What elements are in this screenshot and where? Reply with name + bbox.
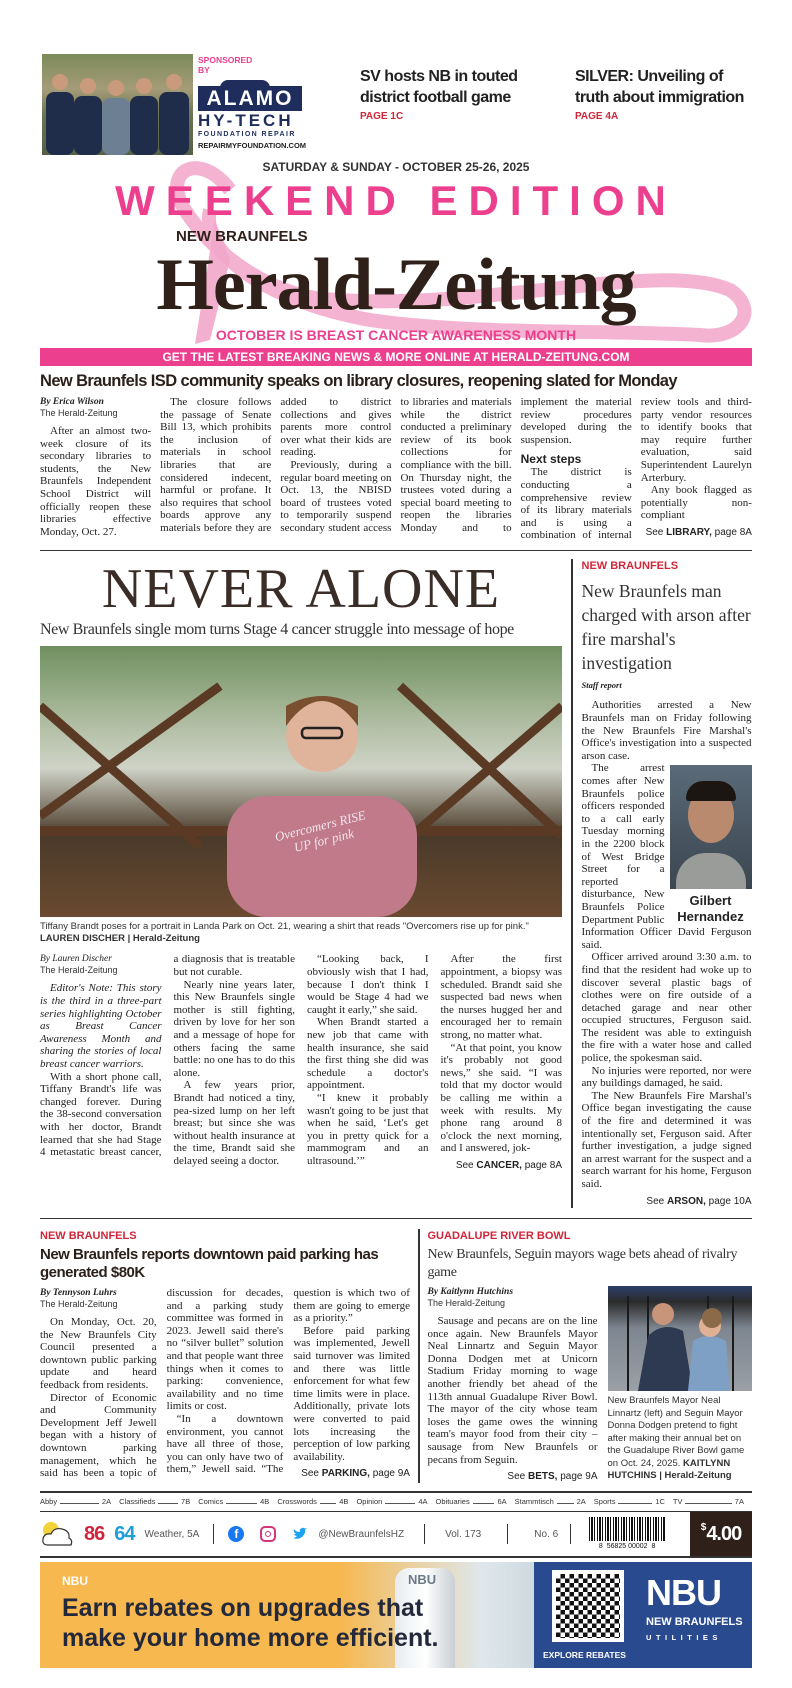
section-divider	[40, 1218, 752, 1220]
photo-credit: LAUREN DISCHER | Herald-Zeitung	[40, 933, 200, 945]
qr-label[interactable]: EXPLORE REBATES	[543, 1650, 626, 1661]
portrait-illustration	[40, 646, 562, 917]
barcode-number: 8 56825 00002 8	[598, 1543, 656, 1551]
index-entry[interactable]	[594, 1495, 673, 1509]
article-body	[428, 1315, 598, 1466]
breaking-news-banner[interactable]	[40, 348, 752, 366]
weather-link[interactable]: Weather, 5A	[144, 1528, 200, 1540]
byline-org: The Herald-Zeitung	[40, 965, 118, 976]
sponsor-logo[interactable]	[198, 80, 318, 154]
paragraph: The closure follows the passage of Senate Bill 13, which prohibits the inclusion of materials in school libraries that are considered indecent, harmful or profane. It also requires that school boards approve any materials before they are added to district collections and gives parents more control over what their kids are reading.	[160, 396, 392, 534]
photo-credit: KAITLYNN HUTCHINS | Herald-Zeitung	[607, 1457, 732, 1482]
teaser-football[interactable]	[360, 66, 550, 123]
index-section: Opinion	[356, 1496, 383, 1506]
mugshot-photo	[670, 765, 752, 889]
teaser-headline[interactable]: SILVER: Unveiling of truth about immigration	[575, 68, 744, 106]
volume-number: Vol. 173	[445, 1528, 482, 1540]
index-section: TV	[672, 1496, 683, 1506]
cancer-jump-link[interactable]: See CANCER, page 8A	[455, 1159, 562, 1171]
social-handle[interactable]: @NewBraunfelsHZ	[318, 1528, 405, 1540]
separator	[213, 1524, 214, 1544]
index-entry[interactable]	[277, 1495, 356, 1509]
index-entry[interactable]	[436, 1495, 515, 1509]
paragraph: Any book flagged as potentially non-compliant	[640, 484, 752, 522]
bets-headline[interactable]: New Braunfels, Seguin mayors wage bets ahead of rivalry game	[427, 1247, 738, 1281]
cancer-photo	[40, 646, 562, 917]
paragraph: Nearly nine years later, this New Braunfels single mother is still fighting, driven by love for her son and a message of hope for others facing the same battle: no one has to do this alone.	[173, 978, 295, 1079]
mugshot-caption: Gilbert Hernandez	[677, 893, 744, 925]
paragraph: Officer arrived around 3:30 a.m. to find that the resident had woke up to discover several plastic bags of clothes were on fire outside of a detached garage and near other occupied structures, Ferguson said. The resident was able to extinguish the fire with a water hose and called police, the spokesman said.	[581, 951, 752, 1065]
low-temp: 64	[114, 1522, 135, 1545]
paragraph: “I knew it probably wasn't going to be just that when he said, ‘Let's get you in pretty quick for a mammogram and an ultrasound.’”	[307, 1091, 429, 1167]
parking-jump-link[interactable]: See PARKING, page 9A	[301, 1468, 410, 1480]
shirt-text: Overcomers RISE UP for pink	[273, 807, 368, 856]
sponsor-brand-mid: HY-TECH	[198, 111, 294, 130]
byline-org: The Herald-Zeitung	[427, 1298, 506, 1309]
facebook-icon[interactable]: f	[228, 1526, 244, 1542]
nbu-logo-line1: NEW BRAUNFELS	[646, 1616, 743, 1629]
sponsored-by-label: SPONSORED BY	[198, 55, 253, 75]
paragraph: Director of Economic and Community Development Jeff Jewell began with a history of downtown parking management, which he said has been a topic of discussion for decades, and a parking study committee was formed in 2023. Jewell said there's no “silver bullet” solution and that people want three things when it comes to parking: convenience, availability and no time limits or cost.	[40, 1287, 284, 1480]
paragraph: The New Braunfels Fire Marshal's Office began investigating the cause of the fire and determined it was intentionally set, Ferguson said. After further investigation, a judge signed an arrest warrant for the suspect and a search warrant for his home, Ferguson said.	[581, 1089, 752, 1190]
arson-headline[interactable]: New Braunfels man charged with arson after fire marshal's investigation	[581, 581, 751, 674]
index-leader	[557, 1503, 574, 1504]
cancer-subhead: New Braunfels single mom turns Stage 4 cancer struggle into message of hope	[40, 621, 514, 639]
byline: Staff report	[581, 680, 622, 691]
paragraph: When Brandt started a new job that came with health insurance, she said the first thing she did was schedule a doctor's appointment.	[307, 1016, 429, 1092]
arson-kicker: NEW BRAUNFELS	[581, 560, 679, 573]
byline: By Lauren Discher	[40, 954, 112, 965]
bets-jump-link[interactable]: See BETS, page 9A	[507, 1471, 598, 1483]
parking-kicker: NEW BRAUNFELS	[40, 1230, 137, 1243]
index-entry[interactable]	[673, 1495, 752, 1509]
section-divider	[40, 550, 752, 552]
index-page: 2A	[576, 1496, 586, 1506]
sponsor-team-photo	[42, 54, 193, 155]
byline-org: The Herald-Zeitung	[40, 1299, 118, 1310]
index-entry[interactable]	[356, 1495, 435, 1509]
qr-code-icon[interactable]	[552, 1570, 624, 1642]
library-article	[40, 396, 752, 542]
teaser-headline[interactable]: SV hosts NB in touted district football game	[360, 68, 518, 106]
cancer-article	[40, 953, 562, 1172]
parking-article	[40, 1287, 410, 1480]
index-leader	[473, 1503, 495, 1504]
paragraph: Previously, during a regular board meeting on Oct. 13, the NBISD board of trustees voted to temporarily suspend secondary student access to libraries and materials while the district conducted a preliminary review of its book collections for compliance with the bill. On Thursday night, the trustees voted during a special board meeting to reopen the libraries Monday and to implement the material review procedures developed during the suspension.	[280, 396, 632, 534]
index-page: 4B	[260, 1496, 270, 1506]
paragraph: A few years prior, Brandt had noticed a tiny, pea-sized lump on her left breast; but since she was without health insurance at the time, Brandt said she delayed seeing a doctor.	[173, 1079, 295, 1167]
bets-photo	[608, 1286, 752, 1391]
header	[0, 0, 792, 348]
index-leader	[385, 1503, 415, 1504]
separator	[570, 1524, 571, 1544]
bottom-section	[40, 1229, 752, 1483]
index-section: Crosswords	[277, 1496, 317, 1506]
instagram-icon[interactable]	[260, 1526, 276, 1542]
masthead-city: NEW BRAUNFELS	[176, 228, 308, 245]
index-section: Obituaries	[435, 1496, 470, 1506]
bets-photo-caption: New Braunfels Mayor Neal Linnartz (left) and Seguin Mayor Donna Dodgen pretend to fight after making their annual bet on the Guadalupe River Bowl game on Oct. 24, 2025. KAITLYNN HUTCHINS | Herald-Zeitung	[607, 1395, 745, 1482]
paragraph: With a short phone call, Tiffany Brandt's life was changed forever. During the 38-second conversation with her doctor, Brandt learned that she had Stage 4 metastatic breast cancer, a diagnosis that is treatable but not curable.	[40, 953, 295, 1159]
sponsor-brand-top: ALAMO	[198, 86, 302, 111]
index-section: Stammtisch	[514, 1496, 554, 1506]
parking-story	[40, 1229, 410, 1483]
paragraph: Before paid parking was implemented, Jewell said turnover was limited and there was little enforcement for what few time limits were in place. Additionally, private lots were converted to paid lots increasing the perception of low parking availability.	[293, 1324, 410, 1463]
ad-headline-line2: make your home more efficient.	[62, 1624, 439, 1653]
info-bar	[40, 1512, 752, 1556]
index-entry[interactable]	[119, 1495, 198, 1509]
price-currency: $	[700, 1522, 707, 1534]
column-divider	[571, 559, 573, 1207]
tower-logo-text: NBU	[408, 1572, 437, 1588]
parking-headline[interactable]: New Braunfels reports downtown paid parking has generated $80K	[40, 1246, 379, 1282]
index-leader	[320, 1503, 336, 1504]
article-body	[40, 1287, 410, 1480]
arson-story	[582, 559, 752, 1207]
bets-story	[428, 1229, 752, 1483]
people-illustration	[42, 54, 193, 155]
index-divider	[40, 1556, 752, 1558]
byline: By Tennyson Luhrs	[40, 1288, 117, 1299]
nbu-logo-line2: UTILITIES	[646, 1633, 722, 1643]
teaser-immigration[interactable]	[575, 66, 755, 123]
index-leader	[158, 1503, 178, 1504]
sponsor-url[interactable]: REPAIRMYFOUNDATION.COM	[198, 141, 307, 150]
nbu-advertisement[interactable]	[40, 1562, 752, 1668]
issue-number: No. 6	[534, 1528, 559, 1540]
paragraph: “In a downtown environment, you cannot have all three of those, you can only have two of them,” Jewell said. “The question is which two of them are going to emerge as a priority.”	[166, 1287, 410, 1476]
index-section: Classifieds	[119, 1496, 156, 1506]
paragraph: No injuries were reported, nor were any buildings damaged, he said.	[581, 1064, 752, 1090]
paragraph: After the first appointment, a biopsy was scheduled. Brandt said she suspected bad news when the nurses hugged her and encouraged her to remain strong, no matter what.	[440, 953, 562, 1041]
index-page: 4A	[418, 1496, 428, 1506]
library-headline[interactable]: New Braunfels ISD community speaks on library closures, reopening slated for Monday	[40, 372, 677, 390]
bets-kicker: GUADALUPE RIVER BOWL	[427, 1230, 571, 1243]
ad-headline-line1: Earn rebates on upgrades that	[62, 1594, 424, 1623]
bets-article	[428, 1286, 598, 1483]
editor-note: Editor's Note: This story is the third in a three-part series highlighting October as Breast Cancer Awareness Month and sharing the stories of local breast cancer warriors.	[40, 982, 162, 1070]
index-section: Comics	[198, 1496, 224, 1506]
separator	[507, 1524, 508, 1544]
paragraph: On Monday, Oct. 20, the New Braunfels City Council presented a downtown public parking update and heard feedback from residents.	[40, 1316, 157, 1392]
price-box	[690, 1512, 752, 1556]
index-page: 2A	[101, 1496, 112, 1506]
arson-jump-link[interactable]: See ARSON, page 10A	[646, 1195, 752, 1207]
paragraph: The district is conducting a comprehensive review of its library materials and is using a combination of internal review tools and third-party vendor resources to identify books that may require further evaluation, said Superintendent Laurelyn Arterbury.	[520, 396, 752, 542]
index-page: 1C	[655, 1496, 665, 1506]
index-page: 4B	[339, 1496, 349, 1506]
sponsor-brand-sub: FOUNDATION REPAIR	[198, 131, 296, 138]
cancer-story	[40, 559, 562, 1207]
nbu-logo: NBU	[646, 1572, 721, 1614]
partly-cloudy-icon	[40, 1519, 74, 1549]
subhead-next-steps: Next steps	[520, 452, 582, 467]
byline: By Kaitlynn Hutchins	[427, 1287, 514, 1298]
mayors-illustration	[608, 1286, 752, 1391]
masthead-title: Herald-Zeitung	[156, 244, 636, 326]
byline: By Erica Wilson	[40, 397, 104, 407]
paragraph: After an almost two-week closure of its secondary libraries to students, the New Braunfels Independent School District will officially reopen these libraries effective Monday, Oct. 27.	[40, 425, 152, 538]
teaser-page: PAGE 1C	[360, 111, 404, 122]
article-body	[582, 951, 752, 1190]
index-section: Abby	[40, 1496, 58, 1506]
ad-brand-small: NBU	[62, 1574, 88, 1589]
index-leader	[685, 1503, 731, 1504]
library-jump-link[interactable]: See LIBRARY, page 8A	[645, 526, 752, 538]
index-entry[interactable]	[515, 1495, 594, 1509]
cancer-headline[interactable]: NEVER ALONE	[101, 558, 501, 621]
paragraph: Sausage and pecans are on the line once again. New Braunfels Mayor Neal Linnartz and Seguin Mayor Donna Dodgen met at Unicorn Stadium Friday morning to wage another friendly bet ahead of the 113th annual Guadalupe River Bowl. The mayor of the city whose team loses the game owes the winning team's mayor food from their city – sausage from New Braunfels or pecans from Seguin.	[427, 1315, 598, 1466]
separator	[424, 1524, 425, 1544]
page-index	[40, 1493, 752, 1511]
awareness-month-label: OCTOBER IS BREAST CANCER AWARENESS MONTH	[215, 327, 577, 343]
index-leader	[618, 1503, 652, 1504]
index-entry[interactable]	[198, 1495, 277, 1509]
arson-article	[582, 699, 752, 1207]
cancer-photo-caption: Tiffany Brandt poses for a portrait in Landa Park on Oct. 21, wearing a shirt that reads "Overcomers rise up for pink." LAUREN DISCHER | Herald-Zeitung	[40, 921, 529, 945]
edition-date: SATURDAY & SUNDAY - OCTOBER 25-26, 2025	[262, 160, 530, 174]
index-page: 7B	[181, 1496, 191, 1506]
index-page: 6A	[497, 1496, 507, 1506]
index-leader	[226, 1503, 257, 1504]
mugshot-box	[670, 765, 752, 925]
index-page: 7A	[734, 1496, 744, 1506]
arson-wrap-paragraph: The arrest comes after New Braunfels police officers responded to a call early Tuesday morning in the 2200 block of West Bridge Street for a reported disturbance, New Braunfels Police Department Public Information Officer David Ferguson said.	[581, 762, 752, 951]
arson-lead: Authorities arrested a New Braunfels man on Friday following the New Braunfels Fire Marshal's Office's investigation into a suspected arson case.	[581, 699, 752, 762]
teaser-page: PAGE 4A	[575, 111, 619, 122]
weekend-edition-label: WEEKEND EDITION	[115, 177, 677, 224]
high-temp: 86	[84, 1522, 105, 1545]
column-divider	[418, 1229, 420, 1483]
barcode	[583, 1517, 671, 1551]
index-entry[interactable]	[40, 1495, 119, 1509]
paragraph: “Looking back, I obviously wish that I had, because I don't think I would be Stage 4 had we caught it early,” she said.	[307, 953, 429, 1016]
byline-org: The Herald-Zeitung	[40, 408, 118, 418]
paragraph: “At that point, you know it's probably not good news,” she said. “I was told that my doctor would be calling me within a week with results. My phone rang around 8 o'clock the next morning, and I answered, jok-	[440, 1041, 562, 1155]
breaking-news-text[interactable]: GET THE LATEST BREAKING NEWS & MORE ONLINE AT HERALD-ZEITUNG.COM	[162, 350, 630, 364]
twitter-icon[interactable]	[292, 1527, 308, 1541]
index-section: Sports	[593, 1496, 616, 1506]
index-leader	[60, 1503, 99, 1504]
price-value: 4.00	[706, 1522, 742, 1545]
middle-section	[40, 559, 752, 1207]
